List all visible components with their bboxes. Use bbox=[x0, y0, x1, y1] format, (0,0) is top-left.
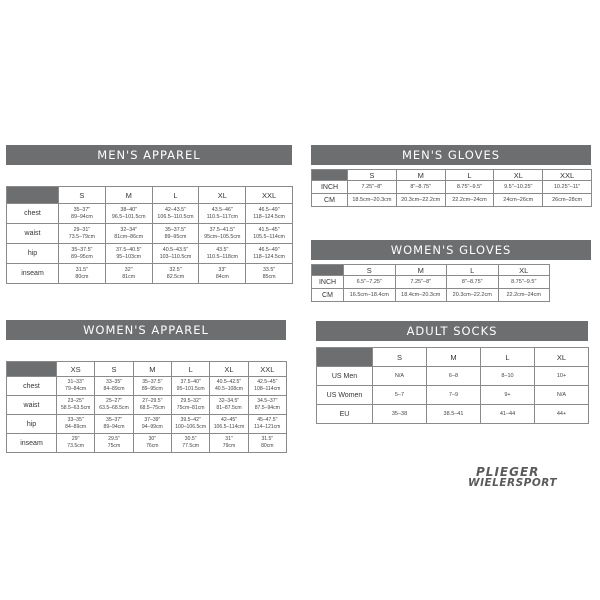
value-primary: 38–40" bbox=[120, 206, 137, 213]
value-primary: 22.2cm–24cm bbox=[452, 196, 487, 203]
column-header: M bbox=[396, 170, 445, 181]
size-cell bbox=[447, 289, 499, 302]
value-primary: 8.75"–9.5" bbox=[511, 278, 537, 285]
size-cell bbox=[344, 289, 396, 302]
column-header: XS bbox=[57, 362, 95, 377]
value-primary: 22.2cm–24cm bbox=[506, 291, 542, 298]
value-primary: 7.25"–8" bbox=[361, 183, 383, 190]
size-cell bbox=[481, 405, 535, 424]
table-row bbox=[312, 194, 592, 207]
value-primary: 8"–8.75" bbox=[410, 183, 432, 190]
value-primary: 31–33" bbox=[67, 379, 84, 385]
value-primary: 10+ bbox=[556, 372, 567, 379]
value-secondary: 84cm bbox=[215, 273, 229, 280]
table-row bbox=[7, 244, 293, 264]
value-secondary: 40.5–108cm bbox=[214, 386, 243, 392]
size-cell bbox=[152, 204, 199, 224]
value-secondary: 80cm bbox=[75, 273, 89, 280]
size-cell bbox=[171, 434, 209, 453]
value-secondary: 89–95cm bbox=[141, 386, 163, 392]
size-cell bbox=[248, 415, 286, 434]
header-corner bbox=[312, 170, 348, 181]
value-secondary: 84–89cm bbox=[65, 424, 87, 430]
size-cell bbox=[427, 386, 481, 405]
value-primary: 8–10 bbox=[501, 372, 514, 379]
value-secondary: 63.5–68.5cm bbox=[99, 405, 129, 411]
size-cell bbox=[171, 377, 209, 396]
size-cell bbox=[246, 264, 293, 284]
value-primary: 9+ bbox=[504, 391, 511, 398]
adult-socks-section bbox=[316, 321, 588, 341]
value-primary: 31.5" bbox=[75, 266, 88, 273]
size-cell bbox=[95, 434, 133, 453]
size-cell bbox=[105, 264, 152, 284]
size-cell bbox=[481, 386, 535, 405]
size-cell bbox=[373, 386, 427, 405]
column-header: XL bbox=[199, 187, 246, 204]
size-cell bbox=[481, 367, 535, 386]
value-primary: 29.5" bbox=[108, 436, 120, 442]
value-primary: 37.5–40" bbox=[180, 379, 201, 385]
size-cell bbox=[57, 377, 95, 396]
value-primary: 32–34" bbox=[120, 226, 137, 233]
size-cell bbox=[59, 244, 106, 264]
value-secondary: 95cm–105.5cm bbox=[204, 233, 241, 240]
row-label: US Women bbox=[317, 386, 373, 405]
value-primary: 35–37" bbox=[106, 417, 122, 423]
value-secondary: 75cm bbox=[107, 443, 121, 449]
value-primary: 20.3cm–22.2cm bbox=[401, 196, 441, 203]
row-label: CM bbox=[312, 289, 344, 302]
value-primary: 29.5–32" bbox=[180, 398, 201, 404]
value-secondary: 82.5cm bbox=[166, 273, 185, 280]
value-secondary: 95–101.5cm bbox=[176, 386, 205, 392]
value-secondary: 96.5–101.5cm bbox=[111, 213, 146, 220]
table-row bbox=[7, 434, 287, 453]
value-primary: 31" bbox=[225, 436, 233, 442]
value-secondary: 89–95cm bbox=[71, 253, 93, 260]
value-primary: 35–37" bbox=[73, 206, 91, 213]
size-cell bbox=[199, 244, 246, 264]
table-row bbox=[317, 386, 589, 405]
value-secondary: 94–99cm bbox=[141, 424, 163, 430]
value-primary: 33.5" bbox=[262, 266, 276, 273]
size-cell bbox=[95, 396, 133, 415]
column-header: XL bbox=[498, 265, 550, 276]
header-corner bbox=[7, 362, 57, 377]
row-label: INCH bbox=[312, 276, 344, 289]
row-label: inseam bbox=[7, 264, 59, 284]
column-header: M bbox=[427, 348, 481, 367]
column-header: XL bbox=[535, 348, 589, 367]
size-cell bbox=[59, 204, 106, 224]
size-cell bbox=[199, 264, 246, 284]
row-label: EU bbox=[317, 405, 373, 424]
value-secondary: 118–124.5cm bbox=[253, 253, 285, 260]
value-primary: 41–44 bbox=[499, 410, 516, 417]
value-secondary: 106.5–110.5cm bbox=[157, 213, 194, 220]
row-label: CM bbox=[312, 194, 348, 207]
size-cell bbox=[445, 194, 494, 207]
column-header: L bbox=[447, 265, 499, 276]
column-header: XXL bbox=[246, 187, 293, 204]
size-cell bbox=[210, 396, 248, 415]
value-secondary: 73.5cm bbox=[67, 443, 85, 449]
column-header: XL bbox=[210, 362, 248, 377]
value-primary: 33–35" bbox=[106, 379, 122, 385]
mens-gloves-table bbox=[311, 169, 592, 207]
value-primary: 42–45" bbox=[220, 417, 237, 423]
column-header: L bbox=[481, 348, 535, 367]
value-primary: 46.5–49" bbox=[258, 246, 280, 253]
size-cell bbox=[59, 264, 106, 284]
value-primary: 32" bbox=[124, 266, 133, 273]
value-primary: 43.5–46" bbox=[211, 206, 233, 213]
value-primary: 7.25"–8" bbox=[410, 278, 432, 285]
mens-apparel-section bbox=[6, 145, 292, 165]
column-header: L bbox=[152, 187, 199, 204]
value-secondary: 106.5–114cm bbox=[213, 424, 245, 430]
size-cell bbox=[133, 415, 171, 434]
size-cell bbox=[210, 377, 248, 396]
value-primary: 38.5–41 bbox=[443, 410, 464, 417]
value-secondary: 100–106.5cm bbox=[175, 424, 207, 430]
size-cell bbox=[57, 415, 95, 434]
value-primary: 33–35" bbox=[67, 417, 84, 423]
value-secondary: 95–103cm bbox=[116, 253, 142, 260]
size-cell bbox=[494, 194, 543, 207]
column-header: S bbox=[59, 187, 106, 204]
value-primary: 23–25" bbox=[67, 398, 84, 404]
size-cell bbox=[199, 224, 246, 244]
size-cell bbox=[210, 415, 248, 434]
section-title: ADULT SOCKS bbox=[316, 321, 588, 341]
value-primary: 37–39" bbox=[144, 417, 161, 423]
size-cell bbox=[248, 434, 286, 453]
table-row bbox=[317, 405, 589, 424]
value-secondary: 110.5–117cm bbox=[206, 213, 238, 220]
size-cell bbox=[171, 396, 209, 415]
value-primary: 29–31" bbox=[73, 226, 91, 233]
size-cell bbox=[152, 264, 199, 284]
value-primary: 32–34.5" bbox=[218, 398, 240, 404]
value-secondary: 68.5–75cm bbox=[139, 405, 165, 411]
value-primary: 29" bbox=[71, 436, 80, 442]
value-secondary: 87.5–94cm bbox=[254, 405, 280, 411]
column-header: S bbox=[95, 362, 133, 377]
value-secondary: 84–89cm bbox=[103, 386, 125, 392]
value-secondary: 81cm–86cm bbox=[114, 233, 144, 240]
size-cell bbox=[447, 276, 499, 289]
value-secondary: 80cm bbox=[261, 443, 274, 449]
value-primary: 41.5–45" bbox=[258, 226, 280, 233]
column-header: XXL bbox=[543, 170, 592, 181]
size-cell bbox=[199, 204, 246, 224]
size-cell bbox=[210, 434, 248, 453]
value-primary: 10.25"–11" bbox=[553, 183, 581, 190]
value-primary: 42–43.5" bbox=[164, 206, 186, 213]
row-label: inseam bbox=[7, 434, 57, 453]
value-secondary: 81cm bbox=[122, 273, 136, 280]
value-primary: 40.5–43.5" bbox=[162, 246, 189, 253]
table-row bbox=[7, 415, 287, 434]
value-primary: 27–29.5" bbox=[142, 398, 163, 404]
column-header: L bbox=[171, 362, 209, 377]
column-header: M bbox=[133, 362, 171, 377]
size-cell bbox=[246, 224, 293, 244]
table-row bbox=[7, 264, 293, 284]
value-secondary: 73.5–79cm bbox=[68, 233, 95, 240]
value-primary: N/A bbox=[556, 391, 567, 398]
womens-apparel-section bbox=[6, 320, 286, 340]
value-primary: 7–9 bbox=[448, 391, 459, 398]
size-cell bbox=[348, 194, 397, 207]
value-primary: 45–47.5" bbox=[257, 417, 278, 423]
row-label: INCH bbox=[312, 181, 348, 194]
size-cell bbox=[133, 434, 171, 453]
value-secondary: 110.5–118cm bbox=[206, 253, 238, 260]
column-header: M bbox=[395, 265, 447, 276]
size-cell bbox=[395, 276, 447, 289]
header-corner bbox=[7, 187, 59, 204]
size-cell bbox=[171, 415, 209, 434]
value-primary: 8.75"–9.5" bbox=[456, 183, 483, 190]
column-header: L bbox=[445, 170, 494, 181]
value-secondary: 75cm–81cm bbox=[176, 405, 205, 411]
value-secondary: 58.5–63.5cm bbox=[60, 405, 91, 411]
row-label: waist bbox=[7, 224, 59, 244]
value-secondary: 108–114cm bbox=[254, 386, 281, 392]
logo-line1: PLIEGER bbox=[476, 465, 540, 479]
value-primary: 30" bbox=[148, 436, 157, 442]
column-header: S bbox=[348, 170, 397, 181]
value-secondary: 79–84cm bbox=[65, 386, 87, 392]
size-cell bbox=[396, 194, 445, 207]
value-primary: 40.5–42.5" bbox=[216, 379, 242, 385]
value-primary: 44+ bbox=[556, 410, 567, 417]
size-cell bbox=[498, 289, 550, 302]
table-row bbox=[312, 289, 550, 302]
womens-gloves-table bbox=[311, 264, 550, 302]
value-secondary: 103–110.5cm bbox=[159, 253, 192, 260]
size-cell bbox=[395, 289, 447, 302]
size-cell bbox=[152, 224, 199, 244]
mens-apparel-table bbox=[6, 186, 293, 284]
value-primary: 18.4cm–20.3cm bbox=[401, 291, 441, 298]
womens-apparel-table bbox=[6, 361, 287, 453]
table-row bbox=[7, 377, 287, 396]
row-label: US Men bbox=[317, 367, 373, 386]
value-primary: 42.5–45" bbox=[257, 379, 278, 385]
size-cell bbox=[348, 181, 397, 194]
column-header: S bbox=[344, 265, 396, 276]
table-row bbox=[7, 224, 293, 244]
logo-line2: WIELERSPORT bbox=[468, 477, 558, 489]
value-primary: 18.5cm–20.3cm bbox=[352, 196, 392, 203]
value-primary: 5–7 bbox=[394, 391, 405, 398]
size-cell bbox=[248, 396, 286, 415]
size-cell bbox=[133, 377, 171, 396]
value-primary: 35–37.5" bbox=[71, 246, 93, 253]
size-cell bbox=[373, 367, 427, 386]
value-primary: 43.5" bbox=[216, 246, 229, 253]
value-primary: 20.3cm–22.2cm bbox=[452, 291, 492, 298]
value-secondary: 76cm bbox=[146, 443, 159, 449]
column-header: M bbox=[105, 187, 152, 204]
value-primary: 46.5–49" bbox=[258, 206, 280, 213]
size-cell bbox=[494, 181, 543, 194]
value-primary: 9.5"–10.25" bbox=[504, 183, 533, 190]
brand-logo bbox=[468, 466, 588, 489]
row-label: chest bbox=[7, 204, 59, 224]
header-corner bbox=[317, 348, 373, 367]
size-cell bbox=[95, 415, 133, 434]
table-row bbox=[312, 181, 592, 194]
value-secondary: 89–95cm bbox=[164, 233, 187, 240]
size-cell bbox=[59, 224, 106, 244]
value-primary: 39.5–42" bbox=[180, 417, 201, 423]
size-cell bbox=[445, 181, 494, 194]
value-primary: 37.5–41.5" bbox=[209, 226, 236, 233]
table-row bbox=[7, 396, 287, 415]
section-title: MEN'S GLOVES bbox=[311, 145, 591, 165]
value-primary: 32.5" bbox=[169, 266, 182, 273]
value-primary: 35–37.5" bbox=[164, 226, 186, 233]
value-primary: 26cm–28cm bbox=[552, 196, 583, 203]
size-cell bbox=[95, 377, 133, 396]
value-secondary: 114–121cm bbox=[254, 424, 281, 430]
value-primary: 35–37.5" bbox=[142, 379, 163, 385]
section-title: MEN'S APPAREL bbox=[6, 145, 292, 165]
size-cell bbox=[152, 244, 199, 264]
value-secondary: 79cm bbox=[222, 443, 236, 449]
size-cell bbox=[543, 181, 592, 194]
size-cell bbox=[105, 224, 152, 244]
value-primary: 31.5" bbox=[261, 436, 274, 442]
table-row bbox=[7, 204, 293, 224]
section-title: WOMEN'S GLOVES bbox=[311, 240, 591, 260]
size-cell bbox=[246, 204, 293, 224]
value-secondary: 77.5cm bbox=[182, 443, 199, 449]
value-primary: 6.5"–7.25" bbox=[356, 278, 382, 285]
value-secondary: 118–124.5cm bbox=[253, 213, 285, 220]
size-cell bbox=[246, 244, 293, 264]
value-primary: 35–38 bbox=[391, 410, 408, 417]
value-primary: 37.5–40.5" bbox=[115, 246, 142, 253]
mens-gloves-section bbox=[311, 145, 591, 165]
value-primary: 24cm–26cm bbox=[503, 196, 534, 203]
size-cell bbox=[133, 396, 171, 415]
size-cell bbox=[498, 276, 550, 289]
value-secondary: 89–94cm bbox=[71, 213, 93, 220]
adult-socks-table bbox=[316, 347, 589, 424]
size-cell bbox=[535, 386, 589, 405]
column-header: S bbox=[373, 348, 427, 367]
size-cell bbox=[427, 367, 481, 386]
size-cell bbox=[57, 396, 95, 415]
value-secondary: 81–87.5cm bbox=[216, 405, 242, 411]
size-cell bbox=[535, 405, 589, 424]
value-secondary: 85cm bbox=[262, 273, 276, 280]
size-cell bbox=[248, 377, 286, 396]
womens-gloves-section bbox=[311, 240, 591, 260]
value-primary: 25–27" bbox=[106, 398, 122, 404]
size-cell bbox=[105, 244, 152, 264]
size-cell bbox=[543, 194, 592, 207]
column-header: XXL bbox=[248, 362, 286, 377]
table-row bbox=[312, 276, 550, 289]
value-secondary: 89–94cm bbox=[103, 424, 125, 430]
size-cell bbox=[373, 405, 427, 424]
row-label: hip bbox=[7, 415, 57, 434]
size-cell bbox=[57, 434, 95, 453]
value-primary: 34.5–37" bbox=[257, 398, 278, 404]
value-primary: N/A bbox=[394, 372, 405, 379]
row-label: hip bbox=[7, 244, 59, 264]
section-title: WOMEN'S APPAREL bbox=[6, 320, 286, 340]
size-cell bbox=[105, 204, 152, 224]
value-primary: 6–8 bbox=[448, 372, 459, 379]
row-label: waist bbox=[7, 396, 57, 415]
size-cell bbox=[535, 367, 589, 386]
header-corner bbox=[312, 265, 344, 276]
value-primary: 8"–8.75" bbox=[461, 278, 483, 285]
value-primary: 16.5cm–18.4cm bbox=[349, 291, 389, 298]
value-secondary: 105.5–114cm bbox=[253, 233, 285, 240]
value-primary: 33" bbox=[218, 266, 227, 273]
size-cell bbox=[396, 181, 445, 194]
size-cell bbox=[344, 276, 396, 289]
value-primary: 30.5" bbox=[184, 436, 197, 442]
table-row bbox=[317, 367, 589, 386]
column-header: XL bbox=[494, 170, 543, 181]
row-label: chest bbox=[7, 377, 57, 396]
size-cell bbox=[427, 405, 481, 424]
